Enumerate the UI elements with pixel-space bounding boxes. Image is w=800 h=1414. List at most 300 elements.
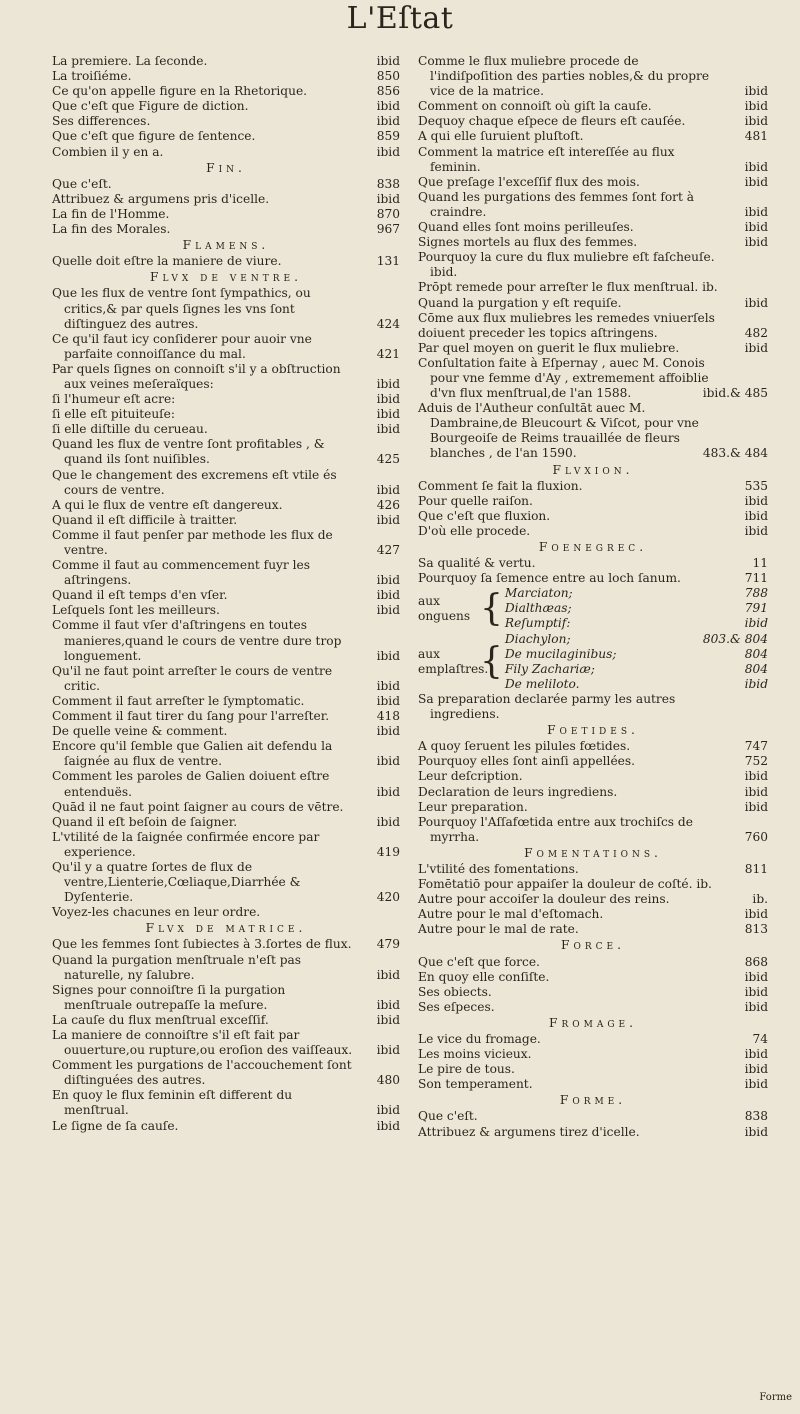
bracket-label: aux emplaſtres.: [418, 646, 489, 676]
section-heading: Force.: [561, 938, 625, 953]
page-ref: ibid: [376, 1043, 400, 1058]
page-ref: ibid: [376, 114, 400, 129]
section-heading: Fomentations.: [524, 845, 662, 860]
entry-text: Fomētatiō pour appaiſer la douleur de coſté. ib.: [418, 877, 712, 892]
page-ref: ibid: [744, 220, 768, 235]
page-ref: ibid: [744, 1062, 768, 1077]
entry-text: Combien il y en a.: [52, 144, 164, 159]
index-entry: [418, 862, 768, 877]
index-entry: [52, 905, 400, 920]
bracket-group: [418, 586, 768, 631]
index-entry: [418, 815, 768, 845]
page-ref: ibid: [744, 676, 768, 691]
index-entry: [418, 970, 768, 985]
entry-text: Voyez-les chacunes en leur ordre.: [52, 905, 261, 920]
page-ref: ibid: [376, 1012, 400, 1027]
index-entry: [52, 815, 400, 830]
index-entry: [52, 362, 400, 392]
page-ref: 74: [752, 1032, 768, 1046]
entry-text: Comment ſe fait la fluxion.: [418, 478, 583, 493]
entry-text: Conſultation faite à Eſpernay , auec M. Conois pour vne femme d'Ay , extremement affoiblie d'vn flux menſtrual,de l'an 1588.: [418, 355, 709, 401]
index-entry: [52, 437, 400, 467]
entry-text: Qu'il y a quatre ſortes de flux de ventre,Lienterie,Cœliaque,Diarrhée & Dyſenterie.: [52, 859, 301, 905]
page-ref: 791: [744, 601, 768, 616]
entry-text: Le vice du fromage.: [418, 1032, 541, 1046]
index-entry: [418, 401, 768, 461]
entry-text: Attribuez & argumens tirez d'icelle.: [418, 1124, 640, 1139]
index-entry: [52, 739, 400, 769]
page-ref: ibid: [376, 1103, 400, 1118]
index-entry: [52, 407, 400, 422]
page-ref: ibid: [376, 648, 400, 663]
page-ref: ibid: [744, 99, 768, 114]
entry-text: Diachylon;: [504, 631, 571, 646]
entry-text: En quoy elle conſiſte.: [418, 969, 550, 984]
page-ref: 813: [744, 922, 768, 937]
section-heading: Fromage.: [549, 1015, 637, 1030]
page-ref: 850: [376, 69, 400, 84]
page-ref: ibid: [376, 754, 400, 769]
index-entry: [52, 1088, 400, 1118]
page-ref: 418: [376, 709, 400, 724]
page-ref: 804: [744, 646, 768, 661]
index-entry: [52, 177, 400, 192]
index-entry: [52, 513, 400, 528]
entry-text: ſi l'humeur eſt acre:: [52, 392, 176, 407]
page-ref: 535: [744, 478, 768, 493]
page-ref: ibid: [376, 693, 400, 708]
page-ref: ibid: [376, 392, 400, 407]
index-entry: [418, 739, 768, 754]
page-ref: ibid: [744, 616, 768, 631]
entry-text: La premiere. La ſeconde.: [52, 54, 208, 68]
entry-text: Par quels ſignes on connoiſt s'il y a obſtruction aux veines meſeraïques:: [52, 361, 341, 391]
page-ref: 480: [376, 1073, 400, 1088]
entry-text: Autre pour le mal d'eſtomach.: [418, 907, 604, 922]
page-ref: 856: [376, 84, 400, 99]
page-ref: ibid: [744, 907, 768, 922]
entry-text: Pour quelle raiſon.: [418, 493, 533, 508]
entry-text: Autre pour le mal de rate.: [418, 922, 579, 937]
entry-text: Qu'il ne faut point arreſter le cours de ventre critic.: [52, 663, 333, 693]
page-ref: 482: [744, 325, 768, 340]
entry-text: Comment il faut arreſter le ſymptomatic.: [52, 693, 305, 708]
entry-text: D'où elle procede.: [418, 523, 531, 538]
page-ref: ibid: [744, 174, 768, 189]
entry-text: Que c'eſt.: [418, 1109, 478, 1124]
index-entry: [505, 601, 768, 616]
entry-text: Aduis de l'Autheur conſultāt auec M. Dambraine,de Bleucourt & Viſcot, pour vne Bourgeoiſe de Reims trauaillée de fleurs blanches , de l'an 1590.: [418, 401, 699, 461]
brace-icon: {: [480, 640, 503, 682]
entry-text: Ce qu'il faut icy conſiderer pour auoir vne parfaite connoiſſance du mal.: [52, 331, 312, 361]
index-entry: [418, 99, 768, 114]
index-entry: [52, 468, 400, 498]
entry-text: ſi elle diſtille du cerueau.: [52, 422, 208, 437]
entry-text: Ses obiects.: [418, 984, 492, 999]
index-entry: [52, 588, 400, 603]
index-entry: [418, 296, 768, 311]
index-entry: [52, 145, 400, 160]
page-ref: 426: [376, 497, 400, 512]
right-column: [418, 54, 768, 1140]
index-entry: [52, 498, 400, 513]
index-entry: [418, 175, 768, 190]
index-entry: [52, 830, 400, 860]
index-entry: [418, 785, 768, 800]
index-entry: [418, 494, 768, 509]
index-entry: [52, 286, 400, 331]
page-ref: 419: [376, 844, 400, 859]
page-ref: ibid: [376, 603, 400, 618]
entry-text: Sa qualité & vertu.: [418, 556, 536, 571]
index-entry: [418, 571, 768, 586]
index-entry: [418, 356, 768, 401]
index-entry: [418, 235, 768, 250]
entry-text: Ses differences.: [52, 114, 151, 129]
page-ref: 420: [376, 890, 400, 905]
entry-text: Fily Zachariæ;: [504, 661, 595, 676]
entry-text: Pourquoy la cure du flux muliebre eſt faſcheuſe. ibid.: [418, 250, 715, 280]
index-entry: [418, 1032, 768, 1047]
page-ref: ibid: [744, 984, 768, 999]
entry-text: Signes mortels au flux des femmes.: [418, 235, 638, 250]
index-entry: [418, 1077, 768, 1092]
page-ref: ibid: [744, 1047, 768, 1062]
page-ref: ibid: [376, 573, 400, 588]
index-entry: [52, 800, 400, 815]
entry-text: Comment les purgations de l'accouchement ſont diſtinguées des autres.: [52, 1058, 352, 1088]
page-ref: ibid: [376, 54, 400, 68]
page-ref: 838: [744, 1109, 768, 1124]
index-entry: [418, 922, 768, 937]
section-heading: Fin.: [206, 160, 246, 175]
bracket-label: aux onguens: [418, 593, 471, 623]
entry-text: La fin de l'Homme.: [52, 206, 170, 221]
index-entry: [52, 528, 400, 558]
index-entry: [418, 311, 768, 326]
page-ref: ibid: [744, 523, 768, 538]
index-entry: [505, 662, 768, 677]
index-entry: [418, 190, 768, 220]
page-ref: ibid: [744, 1124, 768, 1139]
index-entry: [52, 332, 400, 362]
index-entry: [52, 860, 400, 905]
index-entry: [418, 114, 768, 129]
page-ref: ibid: [744, 114, 768, 129]
index-entry: [52, 114, 400, 129]
entry-text: Quand les flux de ventre ſont profitables , & quand ils ſont nuiſibles.: [52, 437, 325, 467]
page-ref: ibid.& 485: [702, 386, 768, 401]
page-ref: 421: [376, 346, 400, 361]
page-ref: ibid: [744, 1077, 768, 1092]
page-ref: ibid: [744, 493, 768, 508]
entry-text: De meliloto.: [504, 676, 580, 691]
entry-text: Attribuez & argumens pris d'icelle.: [52, 191, 270, 206]
entry-text: Que c'eſt que figure de ſentence.: [52, 129, 256, 144]
page-ref: 711: [744, 571, 768, 586]
page-ref: ibid: [744, 204, 768, 219]
page-ref: 859: [376, 129, 400, 144]
running-header: L'Eſtat: [346, 1, 454, 36]
index-entry: [418, 892, 768, 907]
index-entry: [418, 754, 768, 769]
entry-text: Son temperament.: [418, 1077, 533, 1092]
entry-text: Sa preparation declarée parmy les autres ingrediens.: [418, 691, 676, 722]
index-entry: [52, 207, 400, 222]
index-entry: [52, 618, 400, 663]
entry-text: Leur deſcription.: [418, 769, 523, 784]
index-entry: [52, 724, 400, 739]
entry-text: Quand il eſt temps d'en vſer.: [52, 588, 228, 603]
entry-text: Pourquoy elles ſont ainſi appellées.: [418, 754, 636, 769]
entry-text: Le pire de tous.: [418, 1062, 515, 1077]
entry-text: La troiſiéme.: [52, 69, 132, 84]
entry-text: A quoy ſeruent les pilules fœtides.: [418, 739, 631, 754]
entry-text: De mucilaginibus;: [504, 646, 617, 661]
index-entry: [52, 769, 400, 799]
page-ref: ib.: [752, 892, 768, 907]
entry-text: Encore qu'il ſemble que Galien ait defendu la ſaignée au flux de ventre.: [52, 739, 333, 769]
brace-icon: {: [480, 587, 503, 629]
page-ref: 424: [376, 316, 400, 331]
entry-text: Leur preparation.: [418, 799, 528, 814]
index-entry: [505, 647, 768, 662]
entry-text: Autre pour accoiſer la douleur des reins.: [418, 892, 670, 907]
index-entry: [418, 1047, 768, 1062]
entry-text: Reſumptif:: [504, 616, 571, 631]
entry-text: doiuent preceder les topics aſtringens.: [418, 325, 658, 340]
index-entry: [418, 129, 768, 144]
index-entry: [418, 1062, 768, 1077]
page-ref: ibid: [376, 1118, 400, 1133]
index-entry: [418, 800, 768, 815]
entry-text: Dequoy chaque eſpece de fleurs eſt cauſée.: [418, 114, 686, 129]
bracket-group: [418, 632, 768, 692]
index-entry: [52, 558, 400, 588]
entry-text: Cōme aux flux muliebres les remedes vniuerſels: [418, 310, 715, 325]
index-entry: [52, 192, 400, 207]
index-entry: [52, 709, 400, 724]
index-entry: [505, 632, 768, 647]
entry-text: Quand elles ſont moins perilleuſes.: [418, 220, 634, 235]
index-entry: [52, 222, 400, 237]
entry-text: Quand la purgation menſtruale n'eſt pas naturelle, ny ſalubre.: [52, 952, 302, 982]
section-heading: Foetides.: [547, 723, 639, 738]
page-ref: ibid: [376, 588, 400, 603]
page-ref: 868: [744, 954, 768, 969]
page-ref: 479: [376, 937, 400, 952]
index-entry: [418, 220, 768, 235]
entry-text: Quand il eſt beſoin de ſaigner.: [52, 814, 238, 829]
page-ref: ibid: [744, 159, 768, 174]
index-entry: [52, 129, 400, 144]
entry-text: Comme il faut vſer d'aſtringens en toutes manieres,quand le cours de ventre dure trop longuement.: [52, 618, 342, 663]
index-entry: [418, 985, 768, 1000]
index-entry: [418, 692, 768, 722]
page-ref: 811: [744, 861, 768, 876]
page-ref: ibid: [744, 799, 768, 814]
entry-text: Quand les purgations des femmes ſont fort à craindre.: [418, 189, 695, 219]
page-ref: ibid: [376, 99, 400, 114]
entry-text: Signes pour connoiſtre ſi la purgation menſtruale outrepaſſe la meſure.: [52, 982, 286, 1012]
entry-text: ſi elle eſt pituiteuſe:: [52, 407, 176, 422]
entry-text: En quoy le flux feminin eſt different du menſtrual.: [52, 1088, 293, 1118]
index-entry: [418, 1125, 768, 1140]
left-column: [52, 54, 400, 1134]
entry-text: La fin des Morales.: [52, 222, 171, 237]
page-ref: ibid: [376, 407, 400, 422]
index-entry: [418, 479, 768, 494]
page-ref: 483.& 484: [702, 446, 768, 461]
index-entry: [418, 907, 768, 922]
index-entry: [418, 54, 768, 99]
page-ref: 804: [744, 661, 768, 676]
entry-text: Quand la purgation y eſt requiſe.: [418, 295, 622, 310]
entry-text: Comment les paroles de Galien doiuent eſtre entenduës.: [52, 769, 330, 799]
entry-text: Comment on connoiſt où giſt la cauſe.: [418, 99, 652, 114]
index-entry: [52, 937, 400, 952]
page-ref: ibid: [376, 191, 400, 206]
page-ref: ibid: [376, 784, 400, 799]
page-ref: ibid: [744, 84, 768, 99]
entry-text: Que c'eſt que Figure de diction.: [52, 99, 249, 114]
entry-text: Le ſigne de ſa cauſe.: [52, 1118, 179, 1133]
index-entry: [418, 145, 768, 175]
page-ref: 870: [376, 206, 400, 221]
index-entry: [52, 69, 400, 84]
index-entry: [418, 341, 768, 356]
page-ref: ibid: [744, 969, 768, 984]
entry-text: Pourquoy ſa ſemence entre au loch ſanum.: [418, 571, 681, 586]
page-ref: 803.& 804: [702, 631, 768, 646]
page-ref: 760: [744, 829, 768, 844]
page-ref: ibid: [744, 769, 768, 784]
index-entry: [52, 1028, 400, 1058]
index-entry: [505, 616, 768, 631]
entry-text: Quelle doit eſtre la maniere de viure.: [52, 254, 282, 269]
index-entry: [52, 99, 400, 114]
index-entry: [52, 1013, 400, 1028]
section-heading: Flvx de ventre.: [150, 270, 302, 285]
index-entry: [505, 586, 768, 601]
entry-text: A qui elle ſuruient pluſtoſt.: [418, 129, 584, 144]
entry-text: Marciaton;: [504, 586, 573, 601]
entry-text: Pourquoy l'Aſſafœtida entre aux trochiſcs de myrrha.: [418, 814, 693, 844]
entry-text: A qui le flux de ventre eſt dangereux.: [52, 497, 283, 512]
page-ref: ibid: [376, 482, 400, 497]
index-entry: [418, 769, 768, 784]
entry-text: Que les flux de ventre ſont ſympathics, ou critics,& par quels ſignes les vns ſont diſtinguez des autres.: [52, 286, 311, 331]
page-ref: ibid: [744, 340, 768, 355]
entry-text: Quand il eſt difficile à traitter.: [52, 512, 238, 527]
entry-text: La cauſe du flux menſtrual exceſſif.: [52, 1012, 269, 1027]
page-ref: ibid: [376, 814, 400, 829]
page-ref: 967: [376, 222, 400, 237]
entry-text: Comment il faut tirer du ſang pour l'arreſter.: [52, 709, 330, 724]
entry-text: Que c'eſt que force.: [418, 954, 540, 969]
entry-text: Que le changement des excremens eſt vtile és cours de ventre.: [52, 467, 337, 497]
entry-text: L'vtilité des fomentations.: [418, 861, 579, 876]
section-heading: Foenegrec.: [538, 540, 648, 554]
index-entry: [52, 392, 400, 407]
index-entry: [418, 1000, 768, 1015]
entry-text: Ce qu'on appelle figure en la Rhetorique.: [52, 84, 308, 99]
entry-text: Comme il faut penſer par methode les flux de ventre.: [52, 527, 333, 557]
entry-text: Ses eſpeces.: [418, 999, 495, 1014]
entry-text: Dialthæas;: [504, 601, 572, 616]
entry-text: Que les femmes ſont ſubiectes à 3.ſortes de flux.: [52, 937, 352, 952]
page-ref: 427: [376, 543, 400, 557]
entry-text: Leſquels ſont les meilleurs.: [52, 603, 220, 618]
index-entry: [418, 280, 768, 295]
page-ref: ibid: [376, 422, 400, 437]
index-entry: [52, 983, 400, 1013]
catchword: Forme: [759, 1392, 792, 1403]
index-entry: [418, 556, 768, 571]
index-entry: [52, 1058, 400, 1088]
entry-text: L'vtilité de la ſaignée confirmée encore par experience.: [52, 829, 320, 859]
index-entry: [52, 694, 400, 709]
entry-text: Quād il ne faut point ſaigner au cours de vētre.: [52, 799, 344, 814]
page-ref: ibid: [744, 784, 768, 799]
index-entry: [52, 254, 400, 269]
entry-text: La maniere de connoiſtre s'il eſt fait par ouuerture,ou rupture,ou eroſion des vaiſſeaux.: [52, 1028, 353, 1058]
page-ref: 747: [744, 739, 768, 754]
index-entry: [418, 877, 768, 892]
index-entry: [52, 54, 400, 69]
page-ref: ibid: [744, 508, 768, 523]
entry-text: Comment la matrice eſt intereſſée au flux feminin.: [418, 144, 675, 174]
section-heading: Flamens.: [182, 238, 270, 253]
page-ref: 481: [744, 129, 768, 144]
index-entry: [418, 250, 768, 280]
index-entry: [52, 603, 400, 618]
page-ref: 752: [744, 754, 768, 769]
index-entry: [52, 1119, 400, 1134]
index-entry: [418, 1109, 768, 1124]
page-ref: ibid: [376, 678, 400, 693]
index-entry: [52, 422, 400, 437]
page-ref: 131: [376, 254, 400, 269]
entry-text: Que c'eſt.: [52, 176, 112, 191]
page-ref: ibid: [376, 512, 400, 527]
page-ref: ibid: [376, 997, 400, 1012]
section-heading: Forme.: [559, 1093, 627, 1108]
page-ref: ibid: [376, 967, 400, 982]
page-ref: ibid: [376, 144, 400, 159]
page-ref: 425: [376, 452, 400, 467]
index-entry: [52, 664, 400, 694]
entry-text: Que c'eſt que fluxion.: [418, 508, 551, 523]
page-ref: 11: [752, 556, 768, 571]
entry-text: Comme il faut au commencement fuyr les aſtringens.: [52, 558, 310, 588]
entry-text: Que preſage l'exceſſif flux des mois.: [418, 174, 640, 189]
entry-text: Les moins vicieux.: [418, 1047, 532, 1062]
index-entry: [52, 953, 400, 983]
entry-text: De quelle veine & comment.: [52, 724, 228, 739]
index-entry: [418, 524, 768, 539]
entry-text: Comme le flux muliebre procede de l'indiſpoſition des parties nobles,& du propre vice de la matrice.: [418, 54, 710, 99]
page-ref: ibid: [376, 376, 400, 391]
section-heading: Flvxion.: [552, 462, 634, 477]
entry-text: Prōpt remede pour arreſter le flux menſtrual. ib.: [418, 280, 718, 295]
entry-text: Par quel moyen on guerit le flux muliebre.: [418, 340, 680, 355]
page-ref: ibid: [744, 999, 768, 1014]
page-ref: ibid: [376, 724, 400, 739]
index-entry: [418, 955, 768, 970]
index-entry: [418, 326, 768, 341]
entry-text: Declaration de leurs ingrediens.: [418, 784, 618, 799]
